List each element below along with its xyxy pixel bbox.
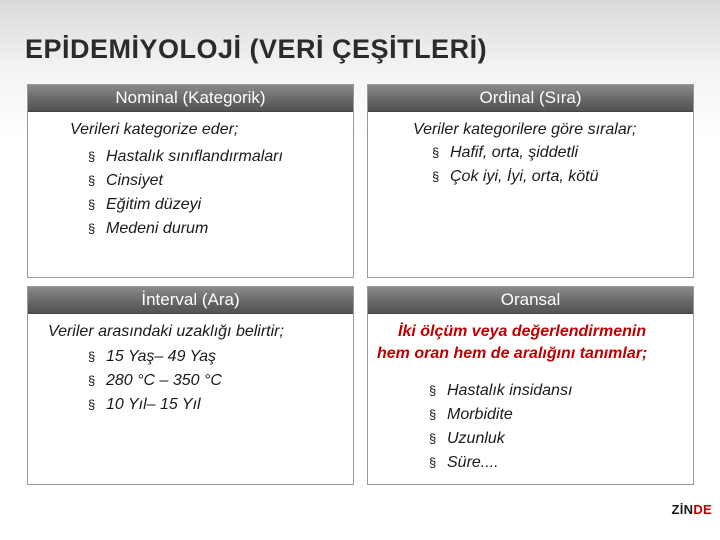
panel-ordinal-intro: Veriler kategorilere göre sıralar; bbox=[413, 121, 637, 138]
bullet-icon: § bbox=[429, 455, 437, 470]
panel-nominal bbox=[27, 84, 354, 278]
panel-interval-intro: Veriler arasındaki uzaklığı belirtir; bbox=[48, 323, 284, 340]
bullet-icon: § bbox=[432, 169, 440, 184]
panel-nominal-header: Nominal (Kategorik) bbox=[28, 85, 353, 112]
bullet-icon: § bbox=[88, 197, 96, 212]
list-item: § Hafif, orta, şiddetli bbox=[432, 141, 599, 165]
bullet-icon: § bbox=[429, 407, 437, 422]
panel-oransal-header: Oransal bbox=[368, 287, 693, 314]
list-item: § Medeni durum bbox=[88, 217, 283, 241]
list-item: § Süre.... bbox=[429, 451, 572, 475]
bullet-icon: § bbox=[429, 383, 437, 398]
list-item: § Morbidite bbox=[429, 403, 572, 427]
panel-oransal-intro-line2: hem oran hem de aralığını tanımlar; bbox=[377, 345, 648, 362]
page-title: EPİDEMİYOLOJİ (VERİ ÇEŞİTLERİ) bbox=[25, 34, 488, 64]
panel-oransal-list bbox=[429, 379, 572, 475]
panel-ordinal bbox=[367, 84, 694, 278]
list-item: § 10 Yıl– 15 Yıl bbox=[88, 393, 222, 417]
bullet-icon: § bbox=[429, 431, 437, 446]
bullet-icon: § bbox=[88, 373, 96, 388]
list-item: § Cinsiyet bbox=[88, 169, 283, 193]
brand-logo bbox=[671, 502, 712, 517]
panel-nominal-intro: Verileri kategorize eder; bbox=[70, 121, 239, 138]
panel-interval bbox=[27, 286, 354, 485]
bullet-icon: § bbox=[88, 173, 96, 188]
panel-ordinal-header: Ordinal (Sıra) bbox=[368, 85, 693, 112]
bullet-icon: § bbox=[88, 397, 96, 412]
panel-oransal bbox=[367, 286, 694, 485]
list-item: § Çok iyi, İyi, orta, kötü bbox=[432, 165, 599, 189]
bullet-icon: § bbox=[88, 349, 96, 364]
panel-oransal-intro-line1: İki ölçüm veya değerlendirmenin bbox=[398, 323, 647, 340]
panel-interval-list bbox=[88, 345, 222, 417]
list-item: § Eğitim düzeyi bbox=[88, 193, 283, 217]
list-item: § 280 °C – 350 °C bbox=[88, 369, 222, 393]
brand-logo-part1: ZİN bbox=[671, 502, 694, 517]
list-item: § Hastalık insidansı bbox=[429, 379, 572, 403]
list-item: § 15 Yaş– 49 Yaş bbox=[88, 345, 222, 369]
brand-logo-part2: DE bbox=[693, 502, 712, 517]
list-item: § Uzunluk bbox=[429, 427, 572, 451]
panel-ordinal-list bbox=[432, 141, 599, 189]
bullet-icon: § bbox=[88, 149, 96, 164]
panel-interval-header: İnterval (Ara) bbox=[28, 287, 353, 314]
list-item: § Hastalık sınıflandırmaları bbox=[88, 145, 283, 169]
bullet-icon: § bbox=[88, 221, 96, 236]
bullet-icon: § bbox=[432, 145, 440, 160]
panel-nominal-list bbox=[88, 145, 283, 241]
